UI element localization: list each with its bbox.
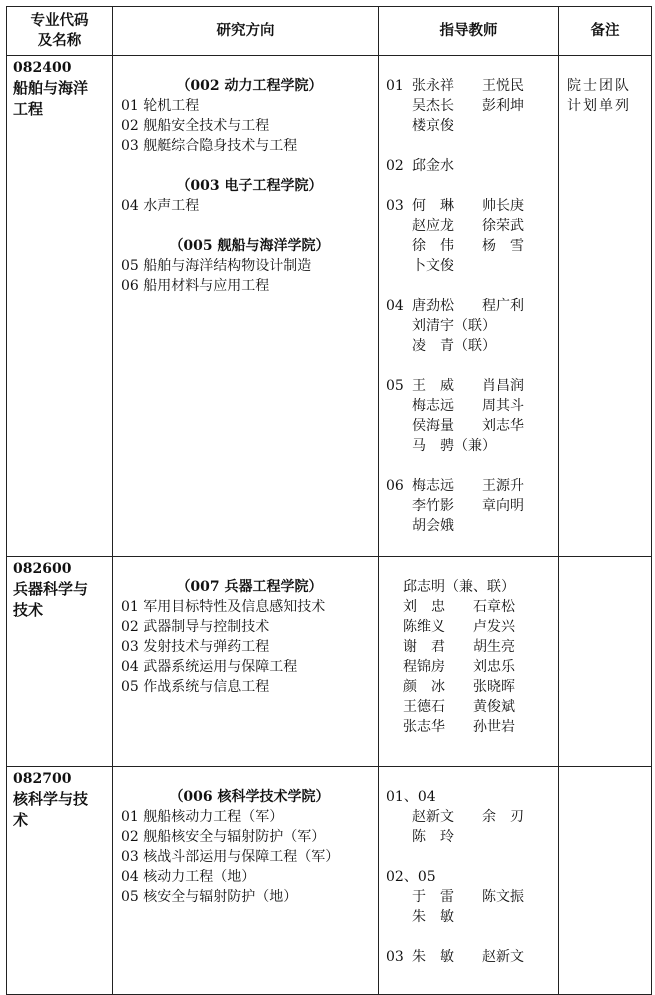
advisor-name: 石章松 (473, 599, 515, 615)
advisor-name: 胡会娥 (412, 518, 454, 534)
advisor-name: 周其斗 (482, 398, 524, 414)
program-name-line: 核科学与技 (13, 790, 89, 808)
program-name-line: 工程 (13, 100, 44, 118)
advisor-name: 刘 忠 (403, 599, 445, 615)
advisor-group-number: 06 (386, 478, 404, 494)
advisor-group-number: 02 (386, 158, 404, 174)
program-code: 082600 (13, 561, 72, 577)
direction-item: 01 舰船核动力工程（军） (121, 809, 284, 825)
direction-item: 06 船用材料与应用工程 (121, 278, 270, 294)
direction-item: 03 核战斗部运用与保障工程（军） (121, 849, 340, 865)
header-advisor: 指导教师 (379, 7, 559, 56)
advisor-group (386, 947, 558, 967)
direction-item: 05 核安全与辐射防护（地） (121, 889, 298, 905)
advisor-name: 陈维义 (403, 619, 445, 635)
header-row (7, 7, 652, 56)
school-title: （002 动力工程学院） (176, 78, 323, 94)
program-name-line: 技术 (13, 601, 44, 619)
advisor-group (386, 476, 558, 536)
advisor-name: 陈 玲 (412, 829, 454, 845)
advisor-name: 谢 君 (403, 639, 445, 655)
advisor-name: 张志华 (403, 719, 445, 735)
advisor-name: 王德石 (403, 699, 445, 715)
header-direction: 研究方向 (113, 7, 379, 56)
advisor-group (386, 76, 558, 136)
direction-item: 04 武器系统运用与保障工程 (121, 659, 298, 675)
advisor-name: 何 琳 (412, 198, 454, 214)
direction-item: 03 发射技术与弹药工程 (121, 639, 270, 655)
program-table (6, 6, 652, 995)
advisor-group (386, 376, 558, 456)
advisor-name: 唐劲松 (412, 298, 454, 314)
advisor-name: 陈文振 (482, 889, 524, 905)
advisor-name: 赵新文 (412, 809, 454, 825)
advisor-name: 马 骋（兼） (412, 438, 496, 454)
program-name-line: 术 (13, 811, 29, 829)
advisor-name: 刘志华 (482, 418, 524, 434)
advisor-name: 徐 伟 (412, 238, 454, 254)
direction-cell (113, 557, 379, 767)
program-name-line: 船舶与海洋 (13, 79, 89, 97)
advisor-group-number: 02、05 (386, 869, 436, 885)
direction-item: 01 军用目标特性及信息感知技术 (121, 599, 326, 615)
advisor-group (386, 867, 558, 927)
advisor-name: 赵新文 (482, 949, 524, 965)
direction-item: 02 武器制导与控制技术 (121, 619, 270, 635)
table-row (7, 56, 652, 557)
advisor-name: 卜文俊 (412, 258, 454, 274)
advisor-name: 梅志远 (412, 478, 454, 494)
advisor-name: 凌 青（联） (412, 338, 496, 354)
advisor-cell (379, 767, 559, 995)
direction-item: 05 作战系统与信息工程 (121, 679, 270, 695)
advisor-name: 孙世岩 (473, 719, 515, 735)
program-code-cell (7, 557, 113, 767)
program-code-cell (7, 767, 113, 995)
school-title: （005 舰船与海洋学院） (169, 238, 330, 254)
advisor-name: 肖昌润 (482, 378, 524, 394)
advisor-name: 帅长庚 (482, 198, 524, 214)
advisor-name: 邱金水 (412, 158, 454, 174)
advisor-name: 卢发兴 (473, 619, 515, 635)
advisor-group (386, 156, 558, 176)
advisor-name: 邱志明（兼、联） (403, 579, 515, 595)
direction-cell (113, 767, 379, 995)
advisor-name: 朱 敏 (412, 909, 454, 925)
advisor-name: 刘忠乐 (473, 659, 515, 675)
note-line: 院士团队 (567, 78, 631, 94)
advisor-name: 程广利 (482, 298, 524, 314)
advisor-name: 赵应龙 (412, 218, 454, 234)
advisor-name: 杨 雪 (482, 238, 524, 254)
school-title: （007 兵器工程学院） (176, 579, 323, 595)
advisor-name: 章向明 (482, 498, 524, 514)
advisor-group (403, 577, 558, 737)
direction-item: 04 核动力工程（地） (121, 869, 256, 885)
program-name-line: 兵器科学与 (13, 580, 89, 598)
advisor-name: 侯海量 (412, 418, 454, 434)
program-code: 082700 (13, 771, 72, 787)
table-row (7, 767, 652, 995)
advisor-group-number: 03 (386, 198, 404, 214)
advisor-group-number: 01、04 (386, 789, 436, 805)
table-row (7, 557, 652, 767)
advisor-name: 彭利坤 (482, 98, 524, 114)
advisor-name: 颜 冰 (403, 679, 445, 695)
advisor-group-number: 01 (386, 78, 404, 94)
header-code (7, 7, 113, 56)
direction-cell (113, 56, 379, 557)
direction-item: 01 轮机工程 (121, 98, 200, 114)
note-cell (559, 767, 652, 995)
advisor-name: 黄俊斌 (473, 699, 515, 715)
advisor-cell (379, 56, 559, 557)
advisor-group (386, 296, 558, 356)
advisor-name: 朱 敏 (412, 949, 454, 965)
header-note: 备注 (559, 7, 652, 56)
school-title: （006 核科学技术学院） (169, 789, 330, 805)
advisor-name: 于 雷 (412, 889, 454, 905)
advisor-name: 张永祥 (412, 78, 454, 94)
advisor-name: 程锦房 (403, 659, 445, 675)
advisor-cell (379, 557, 559, 767)
school-title: （003 电子工程学院） (176, 178, 323, 194)
program-code: 082400 (13, 60, 72, 76)
advisor-name: 王源升 (482, 478, 524, 494)
advisor-group-number: 05 (386, 378, 404, 394)
advisor-name: 王悦民 (482, 78, 524, 94)
direction-item: 04 水声工程 (121, 198, 200, 214)
advisor-name: 张晓晖 (473, 679, 515, 695)
advisor-group (386, 196, 558, 276)
advisor-name: 刘清宇（联） (412, 318, 496, 334)
header-code-line: 专业代码 (30, 12, 89, 29)
advisor-name: 吴杰长 (412, 98, 454, 114)
advisor-group-number: 04 (386, 298, 404, 314)
advisor-name: 梅志远 (412, 398, 454, 414)
program-code-cell (7, 56, 113, 557)
advisor-name: 李竹影 (412, 498, 454, 514)
advisor-name: 王 威 (412, 378, 454, 394)
advisor-group (386, 787, 558, 847)
note-cell (559, 557, 652, 767)
note-line: 计划单列 (567, 98, 631, 114)
direction-item: 02 舰船安全技术与工程 (121, 118, 270, 134)
advisor-name: 楼京俊 (412, 118, 454, 134)
advisor-name: 余 刃 (482, 809, 524, 825)
header-code-line: 及名称 (37, 32, 82, 49)
advisor-name: 胡生亮 (473, 639, 515, 655)
direction-item: 02 舰船核安全与辐射防护（军） (121, 829, 326, 845)
advisor-name: 徐荣武 (482, 218, 524, 234)
direction-item: 03 舰艇综合隐身技术与工程 (121, 138, 298, 154)
advisor-group-number: 03 (386, 949, 404, 965)
note-cell (559, 56, 652, 557)
direction-item: 05 船舶与海洋结构物设计制造 (121, 258, 312, 274)
